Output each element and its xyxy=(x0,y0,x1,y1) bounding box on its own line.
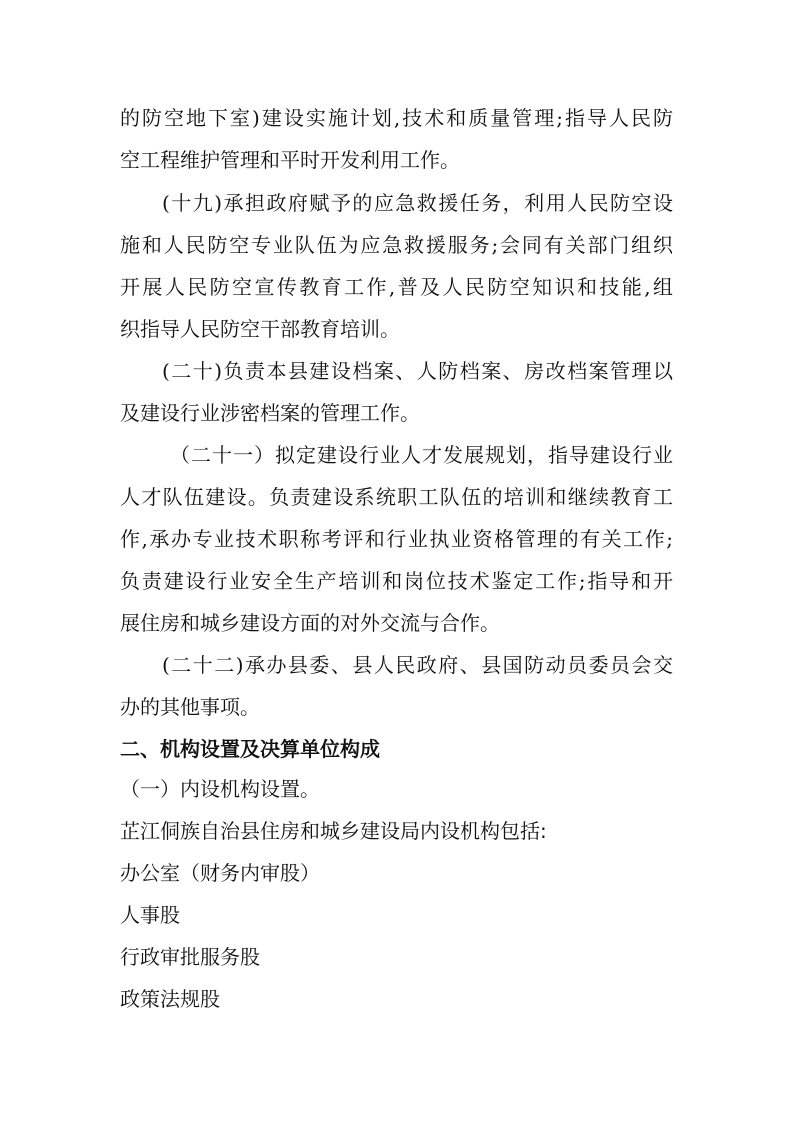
paragraph-line: 施和人民防空专业队伍为应急救援服务;会同有关部门组织 xyxy=(120,233,673,257)
paragraph-line: 人才队伍建设。负责建设系统职工队伍的培训和继续教育工 xyxy=(120,485,673,509)
paragraph-line: 负责建设行业安全生产培训和岗位技术鉴定工作;指导和开 xyxy=(120,569,673,593)
unit-list-item: 人事股 xyxy=(120,903,180,927)
unit-list-item: 行政审批服务股 xyxy=(120,945,260,969)
unit-list-item: 办公室（财务内审股） xyxy=(120,861,320,885)
paragraph-line: 及建设行业涉密档案的管理工作。 xyxy=(120,401,420,425)
subsection-heading: （一）内设机构设置。 xyxy=(120,777,320,801)
paragraph-line: （二十一）拟定建设行业人才发展规划，指导建设行业 xyxy=(170,443,673,467)
paragraph-line: (二十二)承办县委、县人民政府、县国防动员委员会交 xyxy=(162,653,673,677)
paragraph-line: 空工程维护管理和平时开发利用工作。 xyxy=(120,148,460,172)
section-intro: 芷江侗族自治县住房和城乡建设局内设机构包括: xyxy=(120,819,547,843)
paragraph-line: 作,承办专业技术职称考评和行业执业资格管理的有关工作; xyxy=(120,527,673,551)
paragraph-line: (十九)承担政府赋予的应急救援任务，利用人民防空设 xyxy=(162,191,673,215)
paragraph-line: (二十)负责本县建设档案、人防档案、房改档案管理以 xyxy=(162,359,673,383)
section-heading: 二、机构设置及决算单位构成 xyxy=(120,737,380,761)
unit-list-item: 政策法规股 xyxy=(120,987,220,1011)
paragraph-line: 办的其他事项。 xyxy=(120,695,260,719)
paragraph-line: 织指导人民防空干部教育培训。 xyxy=(120,317,400,341)
paragraph-line: 展住房和城乡建设方面的对外交流与合作。 xyxy=(120,611,500,635)
paragraph-line: 开展人民防空宣传教育工作,普及人民防空知识和技能,组 xyxy=(120,275,673,299)
paragraph-line: 的防空地下室)建设实施计划,技术和质量管理;指导人民防 xyxy=(120,106,673,130)
